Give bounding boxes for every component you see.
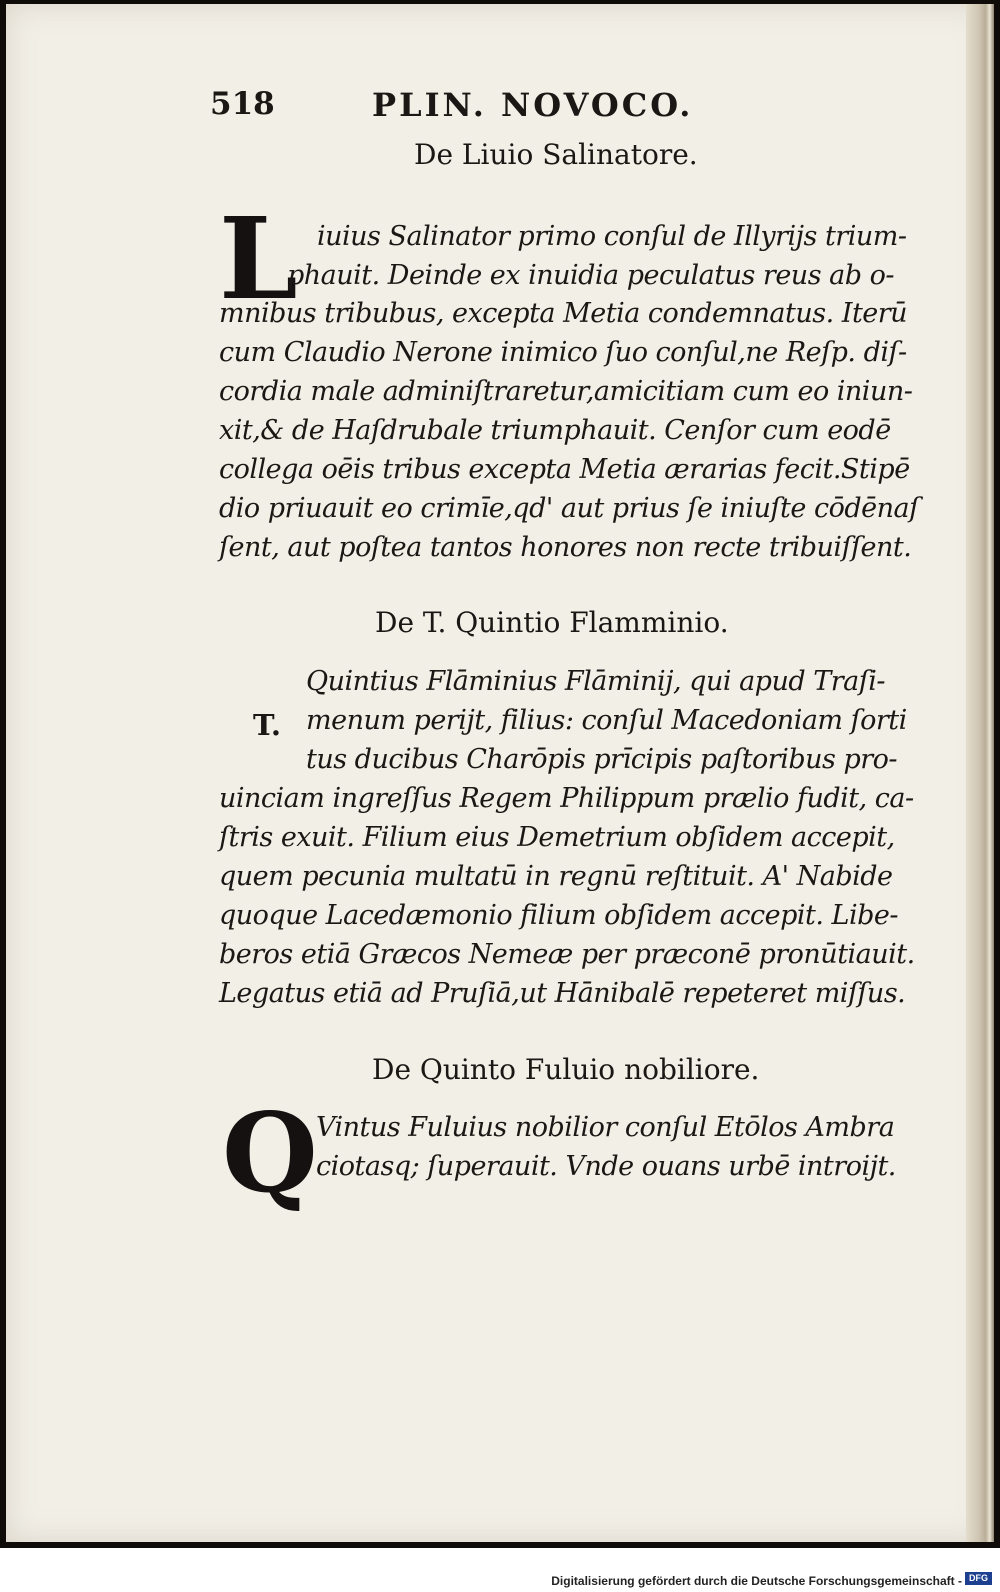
text-line: menum perijt, filius: conſul Macedoniam ſorti <box>306 705 907 736</box>
text-line: iuius Salinator primo conſul de Illyrijs trium- <box>317 221 907 252</box>
dfg-logo: DFG <box>965 1572 992 1585</box>
digitization-credit: Digitalisierung gefördert durch die Deutsche Forschungsgemeinschaft - <box>551 1574 962 1588</box>
page-number: 518 <box>210 86 275 122</box>
text-line: collega oēis tribus excepta Metia ærarias fecit.Stipē <box>219 454 910 485</box>
text-line: xit,& de Haſdrubale triumphauit. Cenſor cum eodē <box>219 415 891 446</box>
text-line: dio priuauit eo crimīe,qd' aut prius ſe iniuſte cōdēnaſ <box>219 493 919 524</box>
section-heading: De Liuio Salinatore. <box>414 138 698 171</box>
text-line: ſent, aut poſtea tantos honores non recte tribuiſſent. <box>219 532 912 563</box>
text-line: tus ducibus Charōpis prīcipis paſtoribus pro- <box>306 744 898 775</box>
text-line: quoque Lacedæmonio filium obſidem accepit. Libe- <box>219 900 898 931</box>
side-initial: T. <box>253 708 281 742</box>
text-line: cordia male adminiſtraretur,amicitiam cum eo iniun- <box>219 376 913 407</box>
text-line: Vintus Fuluius nobilior conſul Etōlos Ambra <box>316 1112 895 1143</box>
text-line: ſtris exuit. Filium eius Demetrium obſidem accepit, <box>219 822 895 853</box>
text-line: Legatus etiā ad Pruſiā,ut Hānibalē repeteret miſſus. <box>219 978 906 1009</box>
text-line: ciotasq; ſuperauit. Vnde ouans urbē introijt. <box>316 1151 896 1182</box>
drop-cap-initial: L <box>219 194 298 325</box>
page-fore-edge <box>966 4 994 1542</box>
section-heading: De Quinto Fuluio nobiliore. <box>372 1053 760 1086</box>
drop-cap-initial: Q <box>222 1088 318 1217</box>
text-line: mnibus tribubus, excepta Metia condemnatus. Iterū <box>219 298 908 329</box>
text-line: phauit. Deinde ex inuidia peculatus reus ab o- <box>287 260 894 291</box>
text-line: cum Claudio Nerone inimico ſuo conſul,ne Reſp. diſ- <box>219 337 907 368</box>
running-head: PLIN. NOVOCO. <box>372 86 694 124</box>
text-line: Quintius Flāminius Flāminij, qui apud Traſi- <box>306 666 885 697</box>
text-line: beros etiā Græcos Nemeæ per præconē pronūtiauit. <box>219 939 915 970</box>
text-line: quem pecunia multatū in regnū reſtituit. A' Nabide <box>219 861 893 892</box>
text-line: uinciam ingreſſus Regem Philippum prælio fudit, ca- <box>219 783 914 814</box>
section-heading: De T. Quintio Flamminio. <box>375 606 729 639</box>
